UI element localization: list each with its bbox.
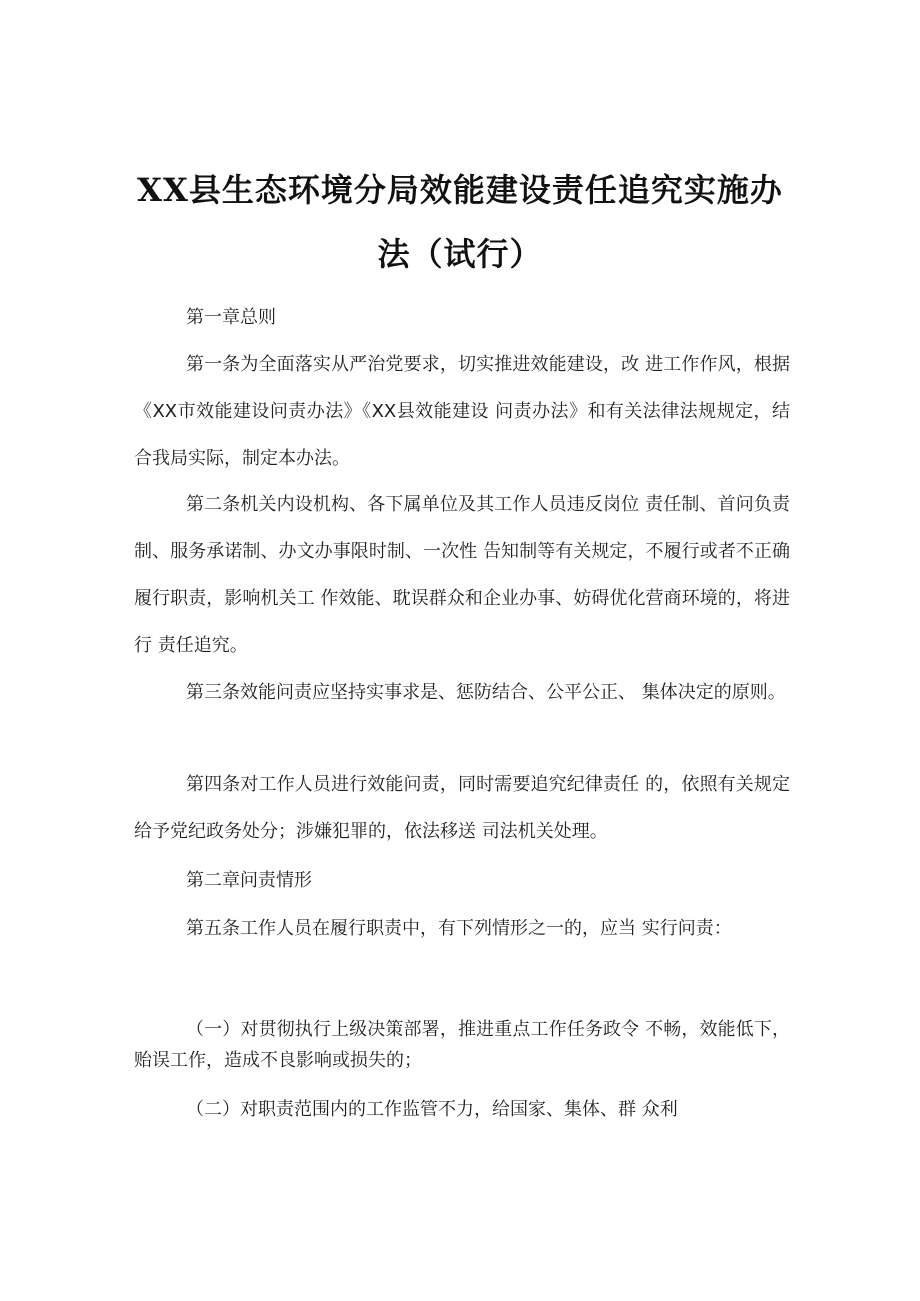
chapter-2-heading: 第二章问责情形 — [186, 870, 312, 891]
article-3: 第三条效能问责应坚持实事求是、惩防结合、公平公正、 集体决定的原则。 — [186, 682, 786, 703]
article-5: 第五条工作人员在履行职责中，有下列情形之一的，应当 实行问责： — [186, 918, 732, 939]
article-4: 第四条对工作人员进行效能问责，同时需要追究纪律责任 的，依照有关规定给予党纪政务处分；涉嫌犯罪的，依法移送 司法机关处理。 — [134, 774, 790, 842]
document-title — [120, 158, 800, 286]
article-1: 第一条为全面落实从严治党要求，切实推进效能建设，改 进工作作风，根据《XX市效能建设问责办法》《XX县效能建设 问责办法》和有关法律法规规定，结合我局实际，制定本办法。 — [134, 354, 790, 469]
article-5-item-2: （二）对职责范围内的工作监管不力，给国家、集体、群 众利 — [186, 1099, 678, 1120]
document-title-line-1: XX县生态环境分局效能建设责任追究实施办 — [137, 171, 783, 209]
article-2: 第二条机关内设机构、各下属单位及其工作人员违反岗位 责任制、首问负责制、服务承诺制、办文办事限时制、一次性 告知制等有关规定，不履行或者不正确履行职责，影响机关工 作效能、耽误群众和企业办事、妨碍优化营商环境的，将进行 责任追究。 — [134, 494, 790, 656]
document-title-line-2: 法（试行） — [377, 235, 543, 273]
chapter-1-heading: 第一章总则 — [186, 307, 276, 328]
article-5-item-1: （一）对贯彻执行上级决策部署，推进重点工作任务政令 不畅，效能低下，贻误工作，造成不良影响或损失的； — [134, 1019, 790, 1071]
